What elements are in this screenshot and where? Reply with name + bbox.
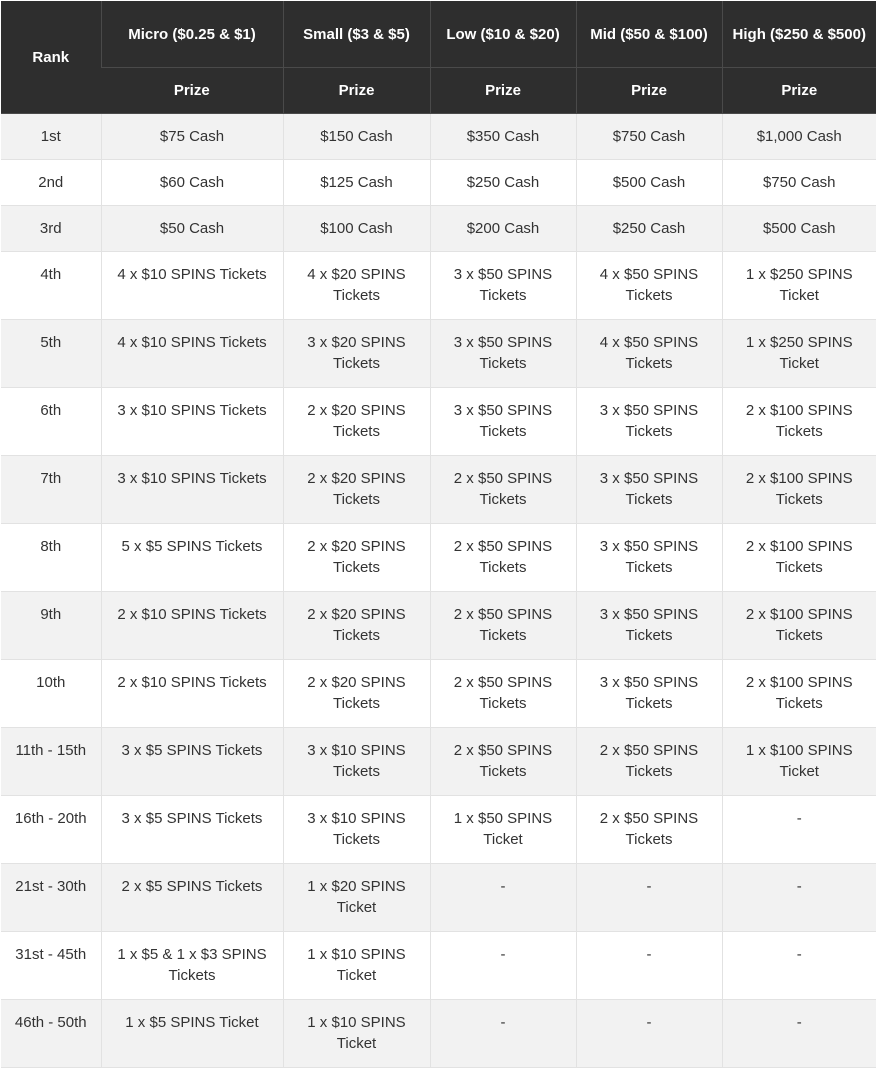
prize-header: Prize xyxy=(283,68,430,114)
prize-cell: 2 x $100 SPINS Tickets xyxy=(722,456,876,524)
table-row xyxy=(1,252,876,320)
prize-cell: 3 x $5 SPINS Tickets xyxy=(101,728,283,796)
tier-header-mid: Mid ($50 & $100) xyxy=(576,1,722,68)
prize-cell: $75 Cash xyxy=(101,114,283,160)
prize-cell: 2 x $5 SPINS Tickets xyxy=(101,864,283,932)
prize-cell: 2 x $100 SPINS Tickets xyxy=(722,524,876,592)
prize-cell: 2 x $10 SPINS Tickets xyxy=(101,660,283,728)
tier-header-high: High ($250 & $500) xyxy=(722,1,876,68)
prize-cell: 3 x $50 SPINS Tickets xyxy=(576,592,722,660)
prize-cell: $500 Cash xyxy=(722,206,876,252)
rank-cell: 7th xyxy=(1,456,101,524)
prize-cell: 3 x $10 SPINS Tickets xyxy=(101,388,283,456)
prize-cell: 1 x $10 SPINS Ticket xyxy=(283,932,430,1000)
prize-cell: $250 Cash xyxy=(430,160,576,206)
prize-cell: 3 x $50 SPINS Tickets xyxy=(576,388,722,456)
prize-cell: 1 x $250 SPINS Ticket xyxy=(722,320,876,388)
prize-cell: 2 x $50 SPINS Tickets xyxy=(576,796,722,864)
header-row-prize xyxy=(1,68,876,114)
rank-cell: 31st - 45th xyxy=(1,932,101,1000)
rank-cell: 16th - 20th xyxy=(1,796,101,864)
prize-cell: - xyxy=(576,864,722,932)
rank-cell: 8th xyxy=(1,524,101,592)
prize-cell: 1 x $10 SPINS Ticket xyxy=(283,1000,430,1068)
prize-cell: $1,000 Cash xyxy=(722,114,876,160)
table-row xyxy=(1,660,876,728)
prize-cell: 4 x $10 SPINS Tickets xyxy=(101,320,283,388)
prize-cell: 1 x $50 SPINS Ticket xyxy=(430,796,576,864)
prize-cell: 3 x $10 SPINS Tickets xyxy=(283,796,430,864)
prize-cell: 2 x $50 SPINS Tickets xyxy=(430,456,576,524)
prize-cell: 4 x $50 SPINS Tickets xyxy=(576,320,722,388)
prize-cell: 3 x $10 SPINS Tickets xyxy=(283,728,430,796)
prize-cell: 2 x $100 SPINS Tickets xyxy=(722,660,876,728)
prize-cell: - xyxy=(576,932,722,1000)
table-row xyxy=(1,932,876,1000)
table-row xyxy=(1,796,876,864)
prize-cell: 2 x $20 SPINS Tickets xyxy=(283,592,430,660)
prize-cell: 3 x $50 SPINS Tickets xyxy=(576,660,722,728)
prize-cell: $250 Cash xyxy=(576,206,722,252)
prize-cell: - xyxy=(576,1000,722,1068)
prize-cell: 2 x $50 SPINS Tickets xyxy=(430,524,576,592)
table-row xyxy=(1,456,876,524)
table-row xyxy=(1,728,876,796)
prize-cell: $750 Cash xyxy=(722,160,876,206)
prize-cell: 2 x $50 SPINS Tickets xyxy=(576,728,722,796)
prize-cell: 4 x $50 SPINS Tickets xyxy=(576,252,722,320)
prize-cell: $200 Cash xyxy=(430,206,576,252)
prize-cell: 4 x $20 SPINS Tickets xyxy=(283,252,430,320)
table-row xyxy=(1,1000,876,1068)
tier-header-small: Small ($3 & $5) xyxy=(283,1,430,68)
table-row xyxy=(1,388,876,456)
prize-cell: 3 x $5 SPINS Tickets xyxy=(101,796,283,864)
prize-cell: 2 x $20 SPINS Tickets xyxy=(283,660,430,728)
prize-header: Prize xyxy=(722,68,876,114)
rank-cell: 21st - 30th xyxy=(1,864,101,932)
prize-cell: 2 x $20 SPINS Tickets xyxy=(283,524,430,592)
prize-cell: 1 x $100 SPINS Ticket xyxy=(722,728,876,796)
prize-cell: - xyxy=(722,864,876,932)
prize-cell: 3 x $20 SPINS Tickets xyxy=(283,320,430,388)
tier-header-micro: Micro ($0.25 & $1) xyxy=(101,1,283,68)
prize-cell: 5 x $5 SPINS Tickets xyxy=(101,524,283,592)
prize-cell: 1 x $5 SPINS Ticket xyxy=(101,1000,283,1068)
prize-cell: 3 x $50 SPINS Tickets xyxy=(576,524,722,592)
prize-cell: 2 x $50 SPINS Tickets xyxy=(430,728,576,796)
prize-cell: 3 x $50 SPINS Tickets xyxy=(430,320,576,388)
prize-cell: $100 Cash xyxy=(283,206,430,252)
prize-cell: - xyxy=(430,864,576,932)
table-row xyxy=(1,206,876,252)
prize-cell: 3 x $50 SPINS Tickets xyxy=(576,456,722,524)
prize-cell: 3 x $50 SPINS Tickets xyxy=(430,388,576,456)
prize-cell: $125 Cash xyxy=(283,160,430,206)
prize-cell: $750 Cash xyxy=(576,114,722,160)
rank-cell: 10th xyxy=(1,660,101,728)
prize-header: Prize xyxy=(430,68,576,114)
prize-cell: - xyxy=(722,796,876,864)
rank-cell: 11th - 15th xyxy=(1,728,101,796)
prize-cell: 4 x $10 SPINS Tickets xyxy=(101,252,283,320)
prize-cell: 2 x $50 SPINS Tickets xyxy=(430,592,576,660)
rank-cell: 9th xyxy=(1,592,101,660)
prize-cell: - xyxy=(722,932,876,1000)
prize-cell: $60 Cash xyxy=(101,160,283,206)
prize-header: Prize xyxy=(576,68,722,114)
rank-cell: 3rd xyxy=(1,206,101,252)
prize-cell: - xyxy=(722,1000,876,1068)
prize-cell: 3 x $10 SPINS Tickets xyxy=(101,456,283,524)
rank-cell: 46th - 50th xyxy=(1,1000,101,1068)
table-row xyxy=(1,592,876,660)
prize-cell: - xyxy=(430,932,576,1000)
rank-cell: 5th xyxy=(1,320,101,388)
prize-cell: 1 x $20 SPINS Ticket xyxy=(283,864,430,932)
prize-cell: 2 x $100 SPINS Tickets xyxy=(722,388,876,456)
table-row xyxy=(1,114,876,160)
prize-cell: $350 Cash xyxy=(430,114,576,160)
table-row xyxy=(1,320,876,388)
prize-cell: $150 Cash xyxy=(283,114,430,160)
prize-header: Prize xyxy=(101,68,283,114)
prize-cell: - xyxy=(430,1000,576,1068)
rank-cell: 1st xyxy=(1,114,101,160)
tier-header-low: Low ($10 & $20) xyxy=(430,1,576,68)
table-row xyxy=(1,524,876,592)
prize-cell: 1 x $5 & 1 x $3 SPINS Tickets xyxy=(101,932,283,1000)
prize-cell: 2 x $50 SPINS Tickets xyxy=(430,660,576,728)
prize-cell: 2 x $10 SPINS Tickets xyxy=(101,592,283,660)
rank-cell: 2nd xyxy=(1,160,101,206)
table-row xyxy=(1,160,876,206)
prize-cell: $50 Cash xyxy=(101,206,283,252)
prize-cell: $500 Cash xyxy=(576,160,722,206)
table-row xyxy=(1,864,876,932)
rank-cell: 6th xyxy=(1,388,101,456)
prize-table xyxy=(1,1,876,1068)
prize-cell: 2 x $20 SPINS Tickets xyxy=(283,456,430,524)
prize-cell: 3 x $50 SPINS Tickets xyxy=(430,252,576,320)
prize-cell: 2 x $100 SPINS Tickets xyxy=(722,592,876,660)
rank-header: Rank xyxy=(1,1,101,114)
header-row-tiers xyxy=(1,1,876,68)
prize-cell: 2 x $20 SPINS Tickets xyxy=(283,388,430,456)
prize-cell: 1 x $250 SPINS Ticket xyxy=(722,252,876,320)
rank-cell: 4th xyxy=(1,252,101,320)
